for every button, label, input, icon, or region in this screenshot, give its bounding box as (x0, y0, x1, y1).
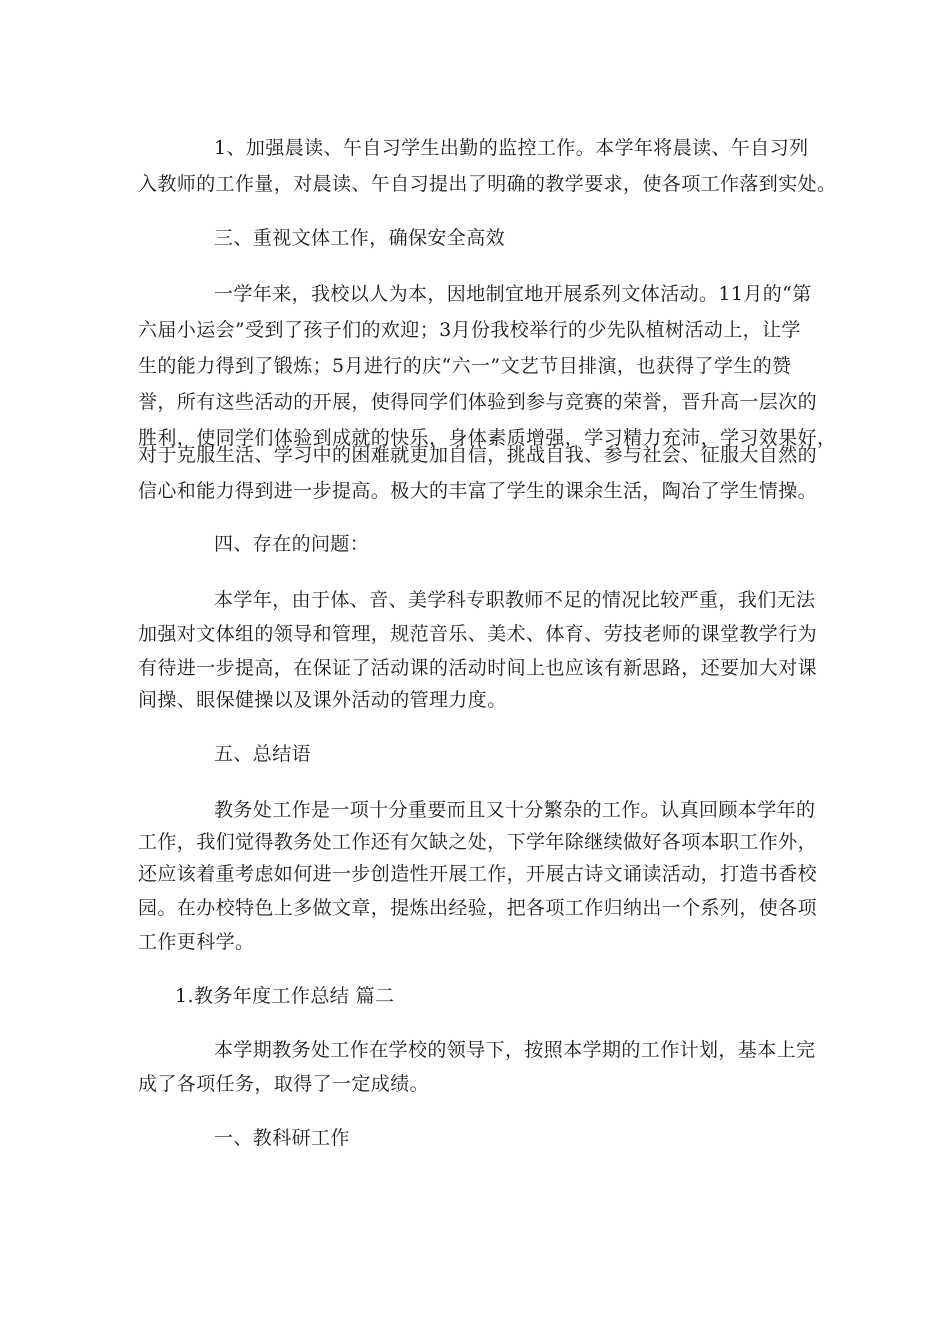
paragraph-line: 加强对文体组的领导和管理，规范音乐、美术、体育、劳技老师的课堂教学行为 (138, 623, 818, 645)
section-heading: 四、存在的问题： (214, 533, 370, 555)
paragraph-line: 生的能力得到了锻炼；5月进行的庆“六一”文艺节目排演，也获得了学生的赞 (138, 355, 792, 377)
paragraph-line: 还应该着重考虑如何进一步创造性开展工作，开展古诗文诵读活动，打造书香校 (138, 863, 818, 885)
paragraph-line: 园。在办校特色上多做文章，提炼出经验，把各项工作归纳出一个系列，使各项 (138, 897, 818, 919)
paragraph-line: 誉，所有这些活动的开展，使得同学们体验到参与竞赛的荣誉，晋升高一层次的 (138, 391, 818, 413)
paragraph-line: 有待进一步提高，在保证了活动课的活动时间上也应该有新思路，还要加大对课 (138, 657, 818, 679)
section-heading: 一、教科研工作 (214, 1127, 350, 1149)
section-heading: 五、总结语 (214, 743, 312, 765)
paragraph-line: 对于克服生活、学习中的困难就更加自信，挑战自我、参与社会、征服大自然的 (138, 444, 818, 466)
paragraph-line: 本学年，由于体、音、美学科专职教师不足的情况比较严重，我们无法 (214, 589, 816, 611)
section-heading: 三、重视文体工作，确保安全高效 (214, 227, 506, 249)
paragraph-line: 一学年来，我校以人为本，因地制宜地开展系列文体活动。11月的“第 (214, 283, 812, 305)
paragraph-line: 1、加强晨读、午自习学生出勤的监控工作。本学年将晨读、午自习列 (214, 137, 809, 159)
paragraph-line: 教务处工作是一项十分重要而且又十分繁杂的工作。认真回顾本学年的 (214, 799, 816, 821)
paragraph-line: 入教师的工作量，对晨读、午自习提出了明确的教学要求，使各项工作落到实处。 (138, 173, 837, 195)
part-heading: 1.教务年度工作总结 篇二 (175, 985, 395, 1007)
paragraph-line: 工作，我们觉得教务处工作还有欠缺之处，下学年除继续做好各项本职工作外， (138, 831, 818, 853)
paragraph-line: 胜利，使同学们体验到成就的快乐，身体素质增强，学习精力充沛，学习效果好， (138, 427, 837, 449)
paragraph-line: 间操、眼保健操以及课外活动的管理力度。 (138, 689, 507, 711)
paragraph-line: 六届小运会”受到了孩子们的欢迎；3月份我校举行的少先队植树活动上，让学 (138, 319, 801, 341)
paragraph-line: 成了各项任务，取得了一定成绩。 (138, 1073, 430, 1095)
paragraph-line: 本学期教务处工作在学校的领导下，按照本学期的工作计划，基本上完 (214, 1039, 816, 1061)
paragraph-line: 工作更科学。 (138, 931, 255, 953)
paragraph-line: 信心和能力得到进一步提高。极大的丰富了学生的课余生活，陶冶了学生情操。 (138, 480, 818, 502)
